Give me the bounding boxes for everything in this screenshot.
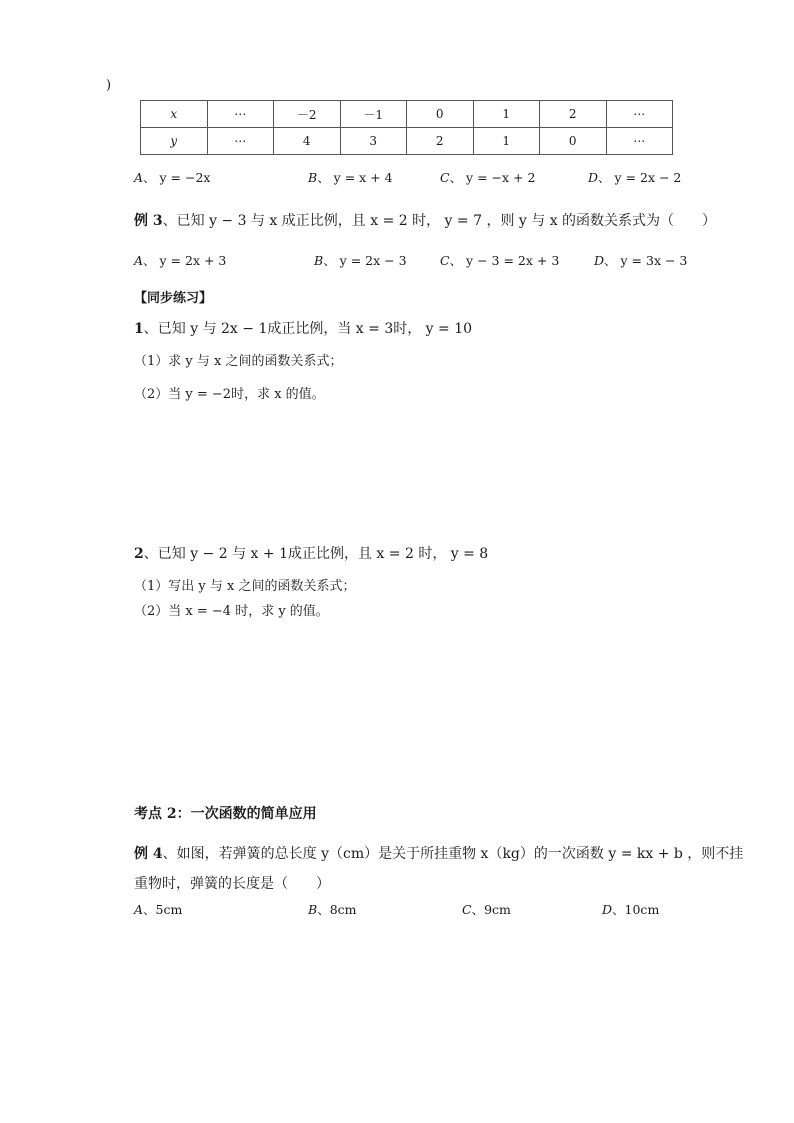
example-4: 例 4、如图，若弹簧的总长度 y（cm）是关于所挂重物 x（kg）的一次函数 y = kx + b ，则不挂 bbox=[134, 846, 744, 862]
table-cell: y bbox=[141, 128, 208, 155]
section-heading: 考点 2：一次函数的简单应用 bbox=[134, 806, 317, 822]
option-a[interactable]: A、5cm bbox=[134, 902, 183, 917]
example-3: 例 3、已知 y − 3 与 x 成正比例，且 x = 2 时， y = 7 ，则 y 与 x 的函数关系式为（ ） bbox=[134, 213, 717, 229]
table-row bbox=[141, 128, 673, 155]
table-cell: 1 bbox=[473, 101, 540, 128]
option-b[interactable]: B、8cm bbox=[308, 902, 357, 917]
practice-1-sub-1: （1）求 y 与 x 之间的函数关系式； bbox=[134, 354, 343, 369]
table-cell: －2 bbox=[274, 101, 341, 128]
option-a[interactable]: A、 y = −2x bbox=[134, 170, 211, 185]
table-cell: 0 bbox=[407, 101, 474, 128]
practice-2-sub-1: （1）写出 y 与 x 之间的函数关系式； bbox=[134, 579, 356, 594]
option-b[interactable]: B、 y = 2x − 3 bbox=[314, 253, 407, 268]
option-c[interactable]: C、 y = −x + 2 bbox=[440, 170, 536, 185]
option-d[interactable]: D、 y = 3x − 3 bbox=[594, 253, 688, 268]
table-cell: ⋯ bbox=[207, 101, 274, 128]
option-c[interactable]: C、9cm bbox=[462, 902, 511, 917]
table-cell: ⋯ bbox=[606, 101, 673, 128]
table-cell: x bbox=[141, 101, 208, 128]
practice-2-sub-2: （2）当 x = −4 时，求 y 的值。 bbox=[134, 604, 329, 619]
table-cell: 2 bbox=[407, 128, 474, 155]
option-b[interactable]: B、 y = x + 4 bbox=[308, 170, 393, 185]
table-cell: 1 bbox=[473, 128, 540, 155]
table-cell: 4 bbox=[274, 128, 341, 155]
practice-2: 2、已知 y − 2 与 x + 1成正比例，且 x = 2 时， y = 8 bbox=[134, 546, 489, 562]
practice-heading: 【同步练习】 bbox=[134, 291, 213, 306]
option-c[interactable]: C、 y − 3 = 2x + 3 bbox=[440, 253, 560, 268]
table-cell: 2 bbox=[540, 101, 607, 128]
closing-paren: ) bbox=[106, 78, 112, 93]
values-table bbox=[140, 100, 673, 155]
option-d[interactable]: D、10cm bbox=[602, 902, 660, 917]
option-a[interactable]: A、 y = 2x + 3 bbox=[134, 253, 227, 268]
table-cell: 0 bbox=[540, 128, 607, 155]
example-4-line-2: 重物时，弹簧的长度是（ ） bbox=[134, 876, 330, 892]
practice-1: 1、已知 y 与 2x − 1成正比例，当 x = 3时， y = 10 bbox=[134, 321, 473, 337]
option-d[interactable]: D、 y = 2x − 2 bbox=[588, 170, 682, 185]
practice-1-sub-2: （2）当 y = −2时，求 x 的值。 bbox=[134, 387, 325, 402]
table-cell: －1 bbox=[340, 101, 407, 128]
table-cell: ⋯ bbox=[606, 128, 673, 155]
table-row bbox=[141, 101, 673, 128]
table-cell: 3 bbox=[340, 128, 407, 155]
table-cell: ⋯ bbox=[207, 128, 274, 155]
